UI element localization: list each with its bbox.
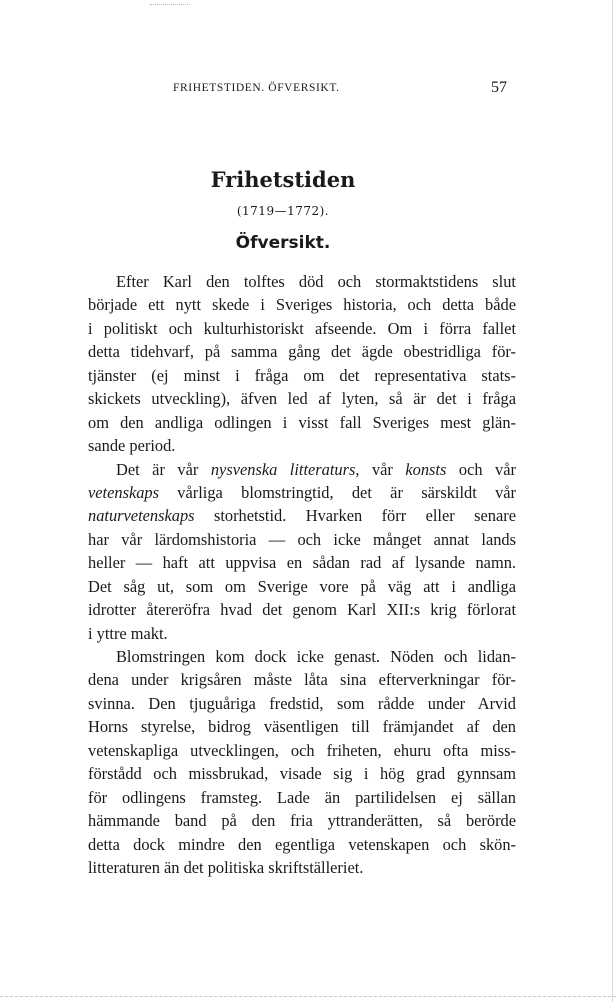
running-head xyxy=(0,80,616,100)
text-line: svinna. Den tjuguåriga fredstid, som rådde under Arvid xyxy=(88,693,516,713)
text-line: tjänster (ej minst i fråga om det representativa stats- xyxy=(88,365,516,385)
text-line: förstådd och missbrukad, visade sig i hög grad gynnsam xyxy=(88,764,516,784)
paragraph-1 xyxy=(88,270,516,458)
text-segment: , vår xyxy=(355,459,406,479)
text-line: Horns styrelse, bidrog väsentligen till främjandet af den xyxy=(88,717,516,737)
text-line xyxy=(88,458,516,481)
text-line: heller — haft att uppvisa en sådan rad af lysande namn. xyxy=(88,553,516,573)
text-line xyxy=(88,504,516,527)
text-line: sande period. xyxy=(88,436,176,456)
text-line: i yttre makt. xyxy=(88,623,168,643)
text-line: hämmande band på den fria yttranderätten, så berörde xyxy=(88,811,516,831)
scan-edge-top xyxy=(150,4,190,6)
page-number: 57 xyxy=(491,79,507,96)
text-line: dena under krigsåren måste låta sina efterverkningar för- xyxy=(88,670,516,690)
running-title: FRIHETSTIDEN. ÖFVERSIKT. xyxy=(173,82,340,94)
chapter-title: Frihetstiden xyxy=(210,167,356,192)
paragraph-3 xyxy=(88,645,516,879)
text-segment: Det är vår xyxy=(116,459,211,479)
scan-edge-right xyxy=(612,0,614,1002)
text-line: skickets utveckling), äfven led af lyten, så är det i fråga xyxy=(88,389,516,409)
emphasis-konsts: konsts xyxy=(405,459,447,479)
paragraph-2 xyxy=(88,458,516,646)
text-line: vetenskapliga utvecklingen, och friheten, ehuru ofta miss- xyxy=(88,740,516,760)
body-text xyxy=(88,270,516,879)
text-line: litteraturen än det politiska skriftställeriet. xyxy=(88,857,364,877)
text-line: detta dock mindre den egentliga vetenskapen och skön- xyxy=(88,834,516,854)
text-line: Efter Karl den tolftes död och stormaktstidens slut xyxy=(116,272,516,291)
text-line: om den andliga odlingen i visst fall Sveriges mest glän- xyxy=(88,412,516,432)
text-line: i politiskt och kulturhistoriskt afseende. Om i förra fallet xyxy=(88,318,516,338)
emphasis-nysvenska-litteraturs: nysvenska litteraturs xyxy=(210,459,356,479)
text-line xyxy=(88,481,516,504)
text-line: Det såg ut, som om Sverige vore på väg att i andliga xyxy=(88,576,516,596)
text-segment: vårliga blomstringtid, det är särskildt vår xyxy=(159,482,516,502)
chapter-dates: (1719—1772). xyxy=(236,204,330,218)
emphasis-vetenskaps: vetenskaps xyxy=(88,482,159,502)
scan-edge-bottom xyxy=(0,996,616,998)
text-segment: storhetstid. Hvarken förr eller senare xyxy=(194,506,516,526)
text-line: för odlingens framsteg. Lade än partilidelsen ej sällan xyxy=(88,787,516,807)
text-line: detta tidehvarf, på samma gång det ägde obestridliga för- xyxy=(88,342,516,362)
text-line: började ett nytt skede i Sveriges historia, och detta både xyxy=(88,295,516,315)
text-line: Blomstringen kom dock icke genast. Nöden och lidan- xyxy=(116,647,516,666)
text-line: idrotter återeröfra hvad det genom Karl XII:s krig förlorat xyxy=(88,600,516,620)
emphasis-naturvetenskaps: naturvetenskaps xyxy=(88,506,195,526)
section-title: Öfversikt. xyxy=(235,233,331,253)
text-line: har vår lärdomshistoria — och icke månget annat lands xyxy=(88,529,516,549)
text-segment: och vår xyxy=(446,459,516,479)
